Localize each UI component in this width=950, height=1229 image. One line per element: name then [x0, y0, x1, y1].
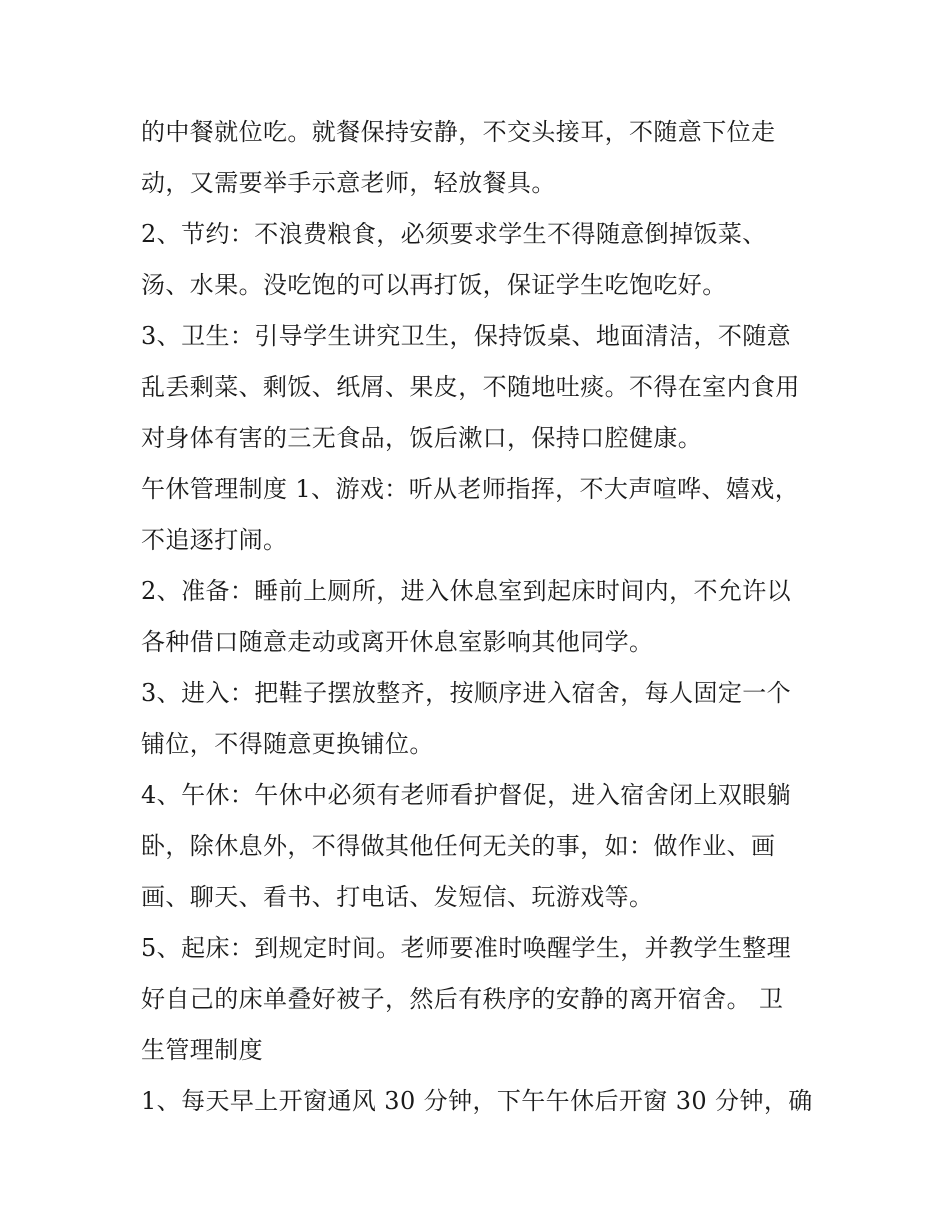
document-body [141, 107, 821, 1127]
text-line: 好自己的床单叠好被子，然后有秩序的安静的离开宿舍。 卫 [141, 985, 784, 1013]
text-line: 各种借口随意走动或离开休息室影响其他同学。 [141, 628, 654, 656]
text-line: 乱丢剩菜、剩饭、纸屑、果皮，不随地吐痰。不得在室内食用 [141, 373, 800, 401]
text-line: 2、节约：不浪费粮食，必须要求学生不得随意倒掉饭菜、 [141, 220, 767, 248]
text-line: 午休管理制度 1、游戏：听从老师指挥，不大声喧哗、嬉戏， [141, 475, 800, 503]
text-line: 的中餐就位吃。就餐保持安静，不交头接耳，不随意下位走 [141, 118, 776, 146]
text-line: 卧，除休息外，不得做其他任何无关的事，如：做作业、画 [141, 832, 776, 860]
text-line: 5、起床：到规定时间。老师要准时唤醒学生，并教学生整理 [141, 934, 792, 962]
text-line: 3、卫生：引导学生讲究卫生，保持饭桌、地面清洁，不随意 [141, 322, 792, 350]
text-line: 不追逐打闹。 [141, 526, 288, 554]
text-line: 2、准备：睡前上厕所，进入休息室到起床时间内，不允许以 [141, 577, 792, 605]
text-line: 铺位，不得随意更换铺位。 [141, 730, 434, 758]
text-line: 生管理制度 [141, 1036, 263, 1064]
text-line: 动，又需要举手示意老师，轻放餐具。 [141, 169, 556, 197]
text-line: 1、每天早上开窗通风 30 分钟，下午午休后开窗 30 分钟，确 [141, 1087, 813, 1115]
text-line: 3、进入：把鞋子摆放整齐，按顺序进入宿舍，每人固定一个 [141, 679, 792, 707]
text-line: 对身体有害的三无食品，饭后漱口，保持口腔健康。 [141, 424, 703, 452]
text-line: 4、午休：午休中必须有老师看护督促，进入宿舍闭上双眼躺 [141, 781, 792, 809]
text-line: 画、聊天、看书、打电话、发短信、玩游戏等。 [141, 883, 654, 911]
text-line: 汤、水果。没吃饱的可以再打饭，保证学生吃饱吃好。 [141, 271, 727, 299]
